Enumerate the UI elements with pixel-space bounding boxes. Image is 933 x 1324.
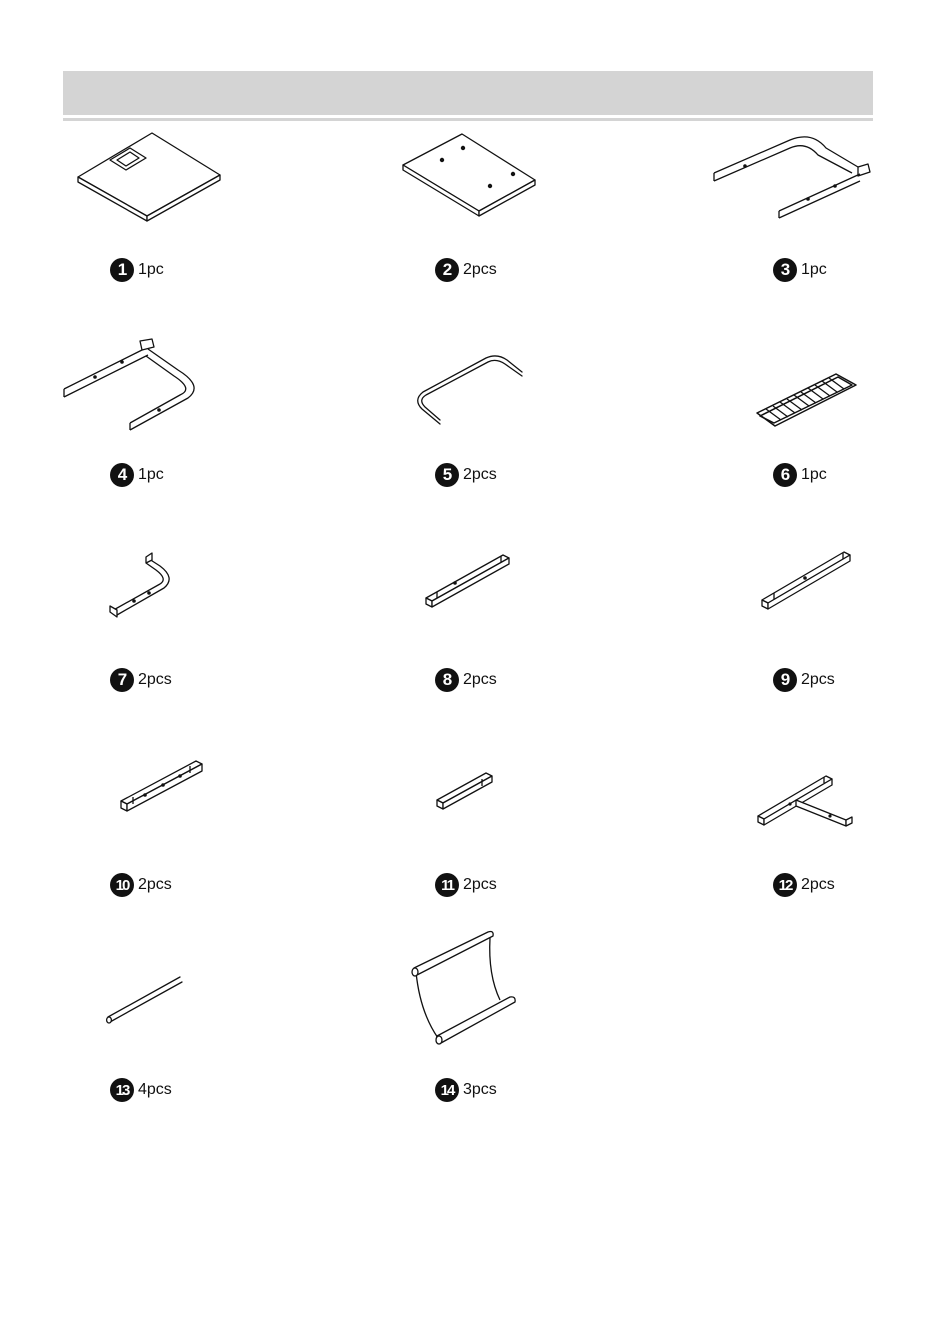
- part-12-label: [773, 873, 835, 897]
- part-2-label: [435, 258, 497, 282]
- part-number-badge: 10: [110, 873, 134, 897]
- part-number-badge: 5: [435, 463, 459, 487]
- part-number-badge: 9: [773, 668, 797, 692]
- part-number-badge: 2: [435, 258, 459, 282]
- part-quantity: 1pc: [138, 466, 164, 483]
- part-1-label: [110, 258, 164, 282]
- part-3-label: [773, 258, 827, 282]
- part-quantity: 4pcs: [138, 1081, 172, 1098]
- part-13-label: [110, 1078, 172, 1102]
- part-quantity: 2pcs: [463, 671, 497, 688]
- part-number-badge: 3: [773, 258, 797, 282]
- part-quantity: 1pc: [801, 261, 827, 278]
- part-14-label: [435, 1078, 497, 1102]
- part-6-label: [773, 463, 827, 487]
- part-quantity: 2pcs: [801, 671, 835, 688]
- part-9-label: [773, 668, 835, 692]
- part-number-badge: 13: [110, 1078, 134, 1102]
- part-quantity: 1pc: [138, 261, 164, 278]
- part-quantity: 1pc: [801, 466, 827, 483]
- part-number-badge: 12: [773, 873, 797, 897]
- part-8-label: [435, 668, 497, 692]
- part-5-label: [435, 463, 497, 487]
- part-4-label: [110, 463, 164, 487]
- part-quantity: 2pcs: [138, 876, 172, 893]
- part-number-badge: 1: [110, 258, 134, 282]
- part-number-badge: 6: [773, 463, 797, 487]
- part-10-label: [110, 873, 172, 897]
- part-quantity: 2pcs: [801, 876, 835, 893]
- part-number-badge: 11: [435, 873, 459, 897]
- part-number-badge: 7: [110, 668, 134, 692]
- part-quantity: 3pcs: [463, 1081, 497, 1098]
- part-quantity: 2pcs: [463, 466, 497, 483]
- part-11-label: [435, 873, 497, 897]
- part-quantity: 2pcs: [463, 876, 497, 893]
- part-quantity: 2pcs: [463, 261, 497, 278]
- part-number-badge: 8: [435, 668, 459, 692]
- part-quantity: 2pcs: [138, 671, 172, 688]
- part-number-badge: 4: [110, 463, 134, 487]
- part-7-label: [110, 668, 172, 692]
- part-number-badge: 14: [435, 1078, 459, 1102]
